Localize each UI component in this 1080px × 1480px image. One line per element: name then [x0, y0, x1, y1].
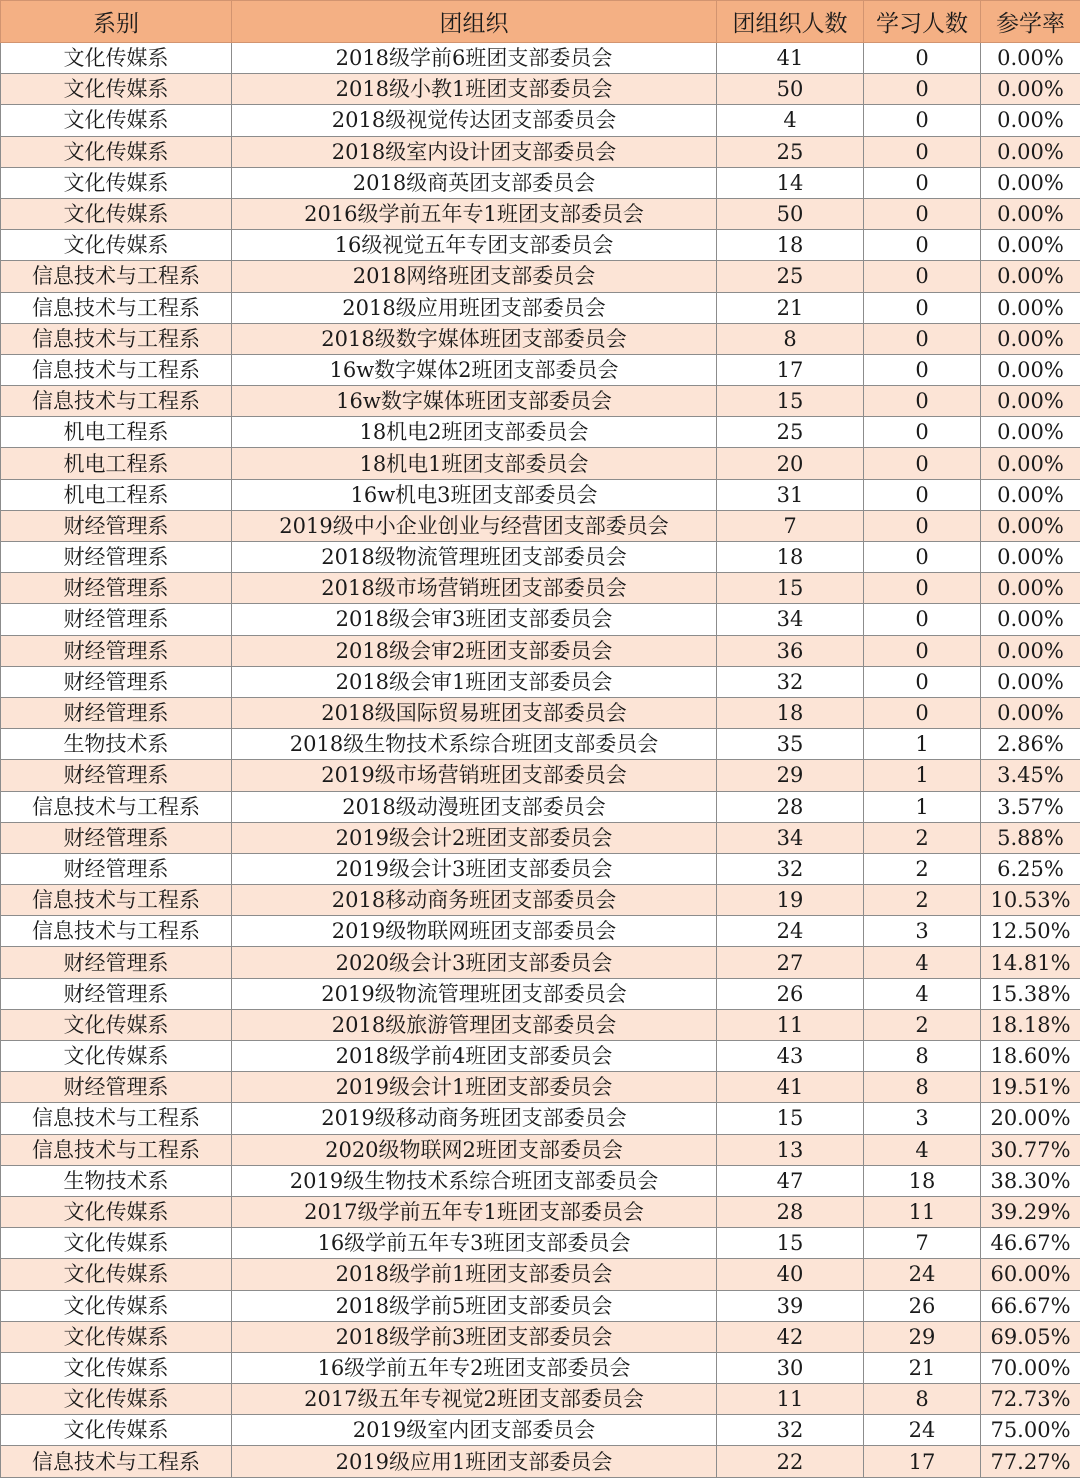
cell-department: 信息技术与工程系 — [1, 323, 232, 354]
table-row — [1, 1290, 1080, 1321]
table-row — [1, 1321, 1080, 1352]
cell-learner-count: 0 — [864, 573, 981, 604]
table-row — [1, 1415, 1080, 1446]
header-organization: 团组织 — [232, 1, 717, 43]
cell-organization: 2017级五年专视觉2班团支部委员会 — [232, 1384, 717, 1415]
cell-learner-count: 0 — [864, 323, 981, 354]
cell-participation-rate: 0.00% — [981, 697, 1080, 728]
header-member-count: 团组织人数 — [717, 1, 864, 43]
cell-learner-count: 3 — [864, 1103, 981, 1134]
cell-department: 文化传媒系 — [1, 198, 232, 229]
cell-participation-rate: 12.50% — [981, 916, 1080, 947]
cell-participation-rate: 72.73% — [981, 1384, 1080, 1415]
table-row — [1, 885, 1080, 916]
cell-member-count: 25 — [717, 261, 864, 292]
cell-organization: 2018级商英团支部委员会 — [232, 167, 717, 198]
cell-organization: 2018级学前5班团支部委员会 — [232, 1290, 717, 1321]
cell-participation-rate: 0.00% — [981, 479, 1080, 510]
cell-member-count: 20 — [717, 448, 864, 479]
table-row — [1, 1384, 1080, 1415]
cell-participation-rate: 0.00% — [981, 261, 1080, 292]
cell-department: 财经管理系 — [1, 853, 232, 884]
cell-organization: 2019级应用1班团支部委员会 — [232, 1446, 717, 1477]
cell-department: 财经管理系 — [1, 542, 232, 573]
cell-department: 财经管理系 — [1, 573, 232, 604]
cell-organization: 16w数字媒体班团支部委员会 — [232, 386, 717, 417]
cell-participation-rate: 0.00% — [981, 635, 1080, 666]
cell-organization: 18机电1班团支部委员会 — [232, 448, 717, 479]
table-row — [1, 386, 1080, 417]
table-row — [1, 1446, 1080, 1477]
table-row — [1, 105, 1080, 136]
cell-member-count: 8 — [717, 323, 864, 354]
header-participation-rate: 参学率 — [981, 1, 1080, 43]
cell-participation-rate: 0.00% — [981, 198, 1080, 229]
cell-participation-rate: 10.53% — [981, 885, 1080, 916]
cell-department: 财经管理系 — [1, 1072, 232, 1103]
cell-member-count: 36 — [717, 635, 864, 666]
cell-member-count: 32 — [717, 666, 864, 697]
cell-participation-rate: 0.00% — [981, 43, 1080, 74]
cell-member-count: 42 — [717, 1321, 864, 1352]
cell-participation-rate: 77.27% — [981, 1446, 1080, 1477]
cell-department: 信息技术与工程系 — [1, 916, 232, 947]
table-row — [1, 1196, 1080, 1227]
cell-department: 文化传媒系 — [1, 1228, 232, 1259]
cell-organization: 16w数字媒体2班团支部委员会 — [232, 354, 717, 385]
cell-participation-rate: 0.00% — [981, 292, 1080, 323]
cell-participation-rate: 66.67% — [981, 1290, 1080, 1321]
cell-member-count: 7 — [717, 510, 864, 541]
cell-learner-count: 24 — [864, 1259, 981, 1290]
cell-member-count: 39 — [717, 1290, 864, 1321]
table-row — [1, 697, 1080, 728]
cell-learner-count: 0 — [864, 167, 981, 198]
cell-member-count: 32 — [717, 853, 864, 884]
table-row — [1, 916, 1080, 947]
cell-learner-count: 0 — [864, 198, 981, 229]
cell-member-count: 25 — [717, 417, 864, 448]
cell-member-count: 34 — [717, 822, 864, 853]
cell-organization: 2018网络班团支部委员会 — [232, 261, 717, 292]
table-row — [1, 853, 1080, 884]
cell-learner-count: 0 — [864, 697, 981, 728]
cell-member-count: 40 — [717, 1259, 864, 1290]
cell-department: 文化传媒系 — [1, 136, 232, 167]
table-row — [1, 635, 1080, 666]
table-row — [1, 760, 1080, 791]
cell-department: 文化传媒系 — [1, 74, 232, 105]
cell-participation-rate: 0.00% — [981, 666, 1080, 697]
cell-participation-rate: 30.77% — [981, 1134, 1080, 1165]
table-row — [1, 74, 1080, 105]
cell-learner-count: 21 — [864, 1352, 981, 1383]
cell-participation-rate: 5.88% — [981, 822, 1080, 853]
cell-organization: 2018级会审2班团支部委员会 — [232, 635, 717, 666]
cell-organization: 2019级物联网班团支部委员会 — [232, 916, 717, 947]
table-row — [1, 43, 1080, 74]
cell-participation-rate: 0.00% — [981, 74, 1080, 105]
table-row — [1, 729, 1080, 760]
cell-learner-count: 0 — [864, 136, 981, 167]
cell-participation-rate: 0.00% — [981, 105, 1080, 136]
cell-member-count: 18 — [717, 230, 864, 261]
table-row — [1, 167, 1080, 198]
cell-learner-count: 26 — [864, 1290, 981, 1321]
cell-learner-count: 18 — [864, 1165, 981, 1196]
cell-learner-count: 0 — [864, 666, 981, 697]
cell-organization: 2018级物流管理班团支部委员会 — [232, 542, 717, 573]
table-row — [1, 947, 1080, 978]
cell-learner-count: 2 — [864, 1009, 981, 1040]
cell-learner-count: 2 — [864, 822, 981, 853]
cell-participation-rate: 0.00% — [981, 510, 1080, 541]
cell-organization: 2018级学前3班团支部委员会 — [232, 1321, 717, 1352]
cell-organization: 2018级旅游管理团支部委员会 — [232, 1009, 717, 1040]
table-row — [1, 479, 1080, 510]
cell-member-count: 24 — [717, 916, 864, 947]
cell-member-count: 4 — [717, 105, 864, 136]
table-row — [1, 323, 1080, 354]
cell-member-count: 14 — [717, 167, 864, 198]
cell-department: 机电工程系 — [1, 448, 232, 479]
cell-member-count: 11 — [717, 1009, 864, 1040]
cell-learner-count: 24 — [864, 1415, 981, 1446]
cell-learner-count: 2 — [864, 853, 981, 884]
cell-organization: 16级学前五年专3班团支部委员会 — [232, 1228, 717, 1259]
cell-member-count: 28 — [717, 1196, 864, 1227]
cell-participation-rate: 60.00% — [981, 1259, 1080, 1290]
cell-department: 文化传媒系 — [1, 43, 232, 74]
cell-organization: 2018级国际贸易班团支部委员会 — [232, 697, 717, 728]
cell-learner-count: 0 — [864, 479, 981, 510]
cell-member-count: 19 — [717, 885, 864, 916]
cell-member-count: 11 — [717, 1384, 864, 1415]
cell-learner-count: 0 — [864, 230, 981, 261]
table-row — [1, 510, 1080, 541]
cell-department: 信息技术与工程系 — [1, 261, 232, 292]
table-row — [1, 1165, 1080, 1196]
cell-department: 财经管理系 — [1, 947, 232, 978]
table-row — [1, 573, 1080, 604]
table-body — [1, 43, 1080, 1478]
cell-department: 生物技术系 — [1, 729, 232, 760]
cell-learner-count: 7 — [864, 1228, 981, 1259]
cell-member-count: 43 — [717, 1041, 864, 1072]
cell-department: 机电工程系 — [1, 417, 232, 448]
cell-member-count: 15 — [717, 1103, 864, 1134]
cell-member-count: 50 — [717, 198, 864, 229]
cell-member-count: 21 — [717, 292, 864, 323]
cell-department: 财经管理系 — [1, 604, 232, 635]
cell-learner-count: 17 — [864, 1446, 981, 1477]
cell-learner-count: 0 — [864, 105, 981, 136]
cell-organization: 2018级会审3班团支部委员会 — [232, 604, 717, 635]
cell-participation-rate: 19.51% — [981, 1072, 1080, 1103]
cell-organization: 2017级学前五年专1班团支部委员会 — [232, 1196, 717, 1227]
cell-participation-rate: 14.81% — [981, 947, 1080, 978]
cell-member-count: 50 — [717, 74, 864, 105]
cell-member-count: 41 — [717, 1072, 864, 1103]
cell-department: 文化传媒系 — [1, 1290, 232, 1321]
cell-organization: 2018级市场营销班团支部委员会 — [232, 573, 717, 604]
cell-learner-count: 1 — [864, 729, 981, 760]
cell-learner-count: 0 — [864, 542, 981, 573]
cell-department: 文化传媒系 — [1, 1196, 232, 1227]
table-row — [1, 354, 1080, 385]
cell-learner-count: 0 — [864, 635, 981, 666]
cell-organization: 2019级会计1班团支部委员会 — [232, 1072, 717, 1103]
cell-learner-count: 11 — [864, 1196, 981, 1227]
cell-organization: 2020级物联网2班团支部委员会 — [232, 1134, 717, 1165]
cell-department: 财经管理系 — [1, 697, 232, 728]
cell-member-count: 27 — [717, 947, 864, 978]
cell-participation-rate: 0.00% — [981, 386, 1080, 417]
table-row — [1, 1103, 1080, 1134]
table-row — [1, 1041, 1080, 1072]
cell-member-count: 22 — [717, 1446, 864, 1477]
cell-participation-rate: 18.18% — [981, 1009, 1080, 1040]
cell-organization: 2019级生物技术系综合班团支部委员会 — [232, 1165, 717, 1196]
cell-learner-count: 1 — [864, 791, 981, 822]
cell-organization: 2016级学前五年专1班团支部委员会 — [232, 198, 717, 229]
cell-participation-rate: 0.00% — [981, 167, 1080, 198]
cell-organization: 2018级会审1班团支部委员会 — [232, 666, 717, 697]
cell-department: 信息技术与工程系 — [1, 885, 232, 916]
header-learner-count: 学习人数 — [864, 1, 981, 43]
cell-department: 信息技术与工程系 — [1, 1134, 232, 1165]
cell-member-count: 30 — [717, 1352, 864, 1383]
cell-participation-rate: 0.00% — [981, 573, 1080, 604]
cell-department: 文化传媒系 — [1, 1041, 232, 1072]
cell-organization: 2020级会计3班团支部委员会 — [232, 947, 717, 978]
cell-organization: 2019级移动商务班团支部委员会 — [232, 1103, 717, 1134]
cell-department: 文化传媒系 — [1, 1384, 232, 1415]
cell-participation-rate: 0.00% — [981, 354, 1080, 385]
cell-organization: 2018级室内设计团支部委员会 — [232, 136, 717, 167]
cell-organization: 2019级会计2班团支部委员会 — [232, 822, 717, 853]
cell-organization: 2018级学前6班团支部委员会 — [232, 43, 717, 74]
cell-participation-rate: 0.00% — [981, 604, 1080, 635]
cell-member-count: 18 — [717, 697, 864, 728]
cell-member-count: 15 — [717, 386, 864, 417]
cell-learner-count: 0 — [864, 74, 981, 105]
cell-learner-count: 8 — [864, 1384, 981, 1415]
cell-department: 文化传媒系 — [1, 230, 232, 261]
cell-department: 文化传媒系 — [1, 1009, 232, 1040]
table-row — [1, 542, 1080, 573]
table-row — [1, 1134, 1080, 1165]
cell-participation-rate: 15.38% — [981, 978, 1080, 1009]
cell-learner-count: 0 — [864, 448, 981, 479]
cell-organization: 2018级学前1班团支部委员会 — [232, 1259, 717, 1290]
cell-participation-rate: 18.60% — [981, 1041, 1080, 1072]
table-row — [1, 604, 1080, 635]
cell-learner-count: 4 — [864, 978, 981, 1009]
cell-organization: 18机电2班团支部委员会 — [232, 417, 717, 448]
cell-member-count: 15 — [717, 573, 864, 604]
cell-member-count: 35 — [717, 729, 864, 760]
cell-learner-count: 8 — [864, 1041, 981, 1072]
cell-learner-count: 0 — [864, 43, 981, 74]
cell-participation-rate: 38.30% — [981, 1165, 1080, 1196]
cell-member-count: 17 — [717, 354, 864, 385]
table-row — [1, 230, 1080, 261]
cell-organization: 2018级视觉传达团支部委员会 — [232, 105, 717, 136]
table-row — [1, 448, 1080, 479]
cell-participation-rate: 0.00% — [981, 230, 1080, 261]
cell-member-count: 32 — [717, 1415, 864, 1446]
cell-participation-rate: 69.05% — [981, 1321, 1080, 1352]
cell-member-count: 28 — [717, 791, 864, 822]
table-row — [1, 292, 1080, 323]
cell-organization: 16级视觉五年专团支部委员会 — [232, 230, 717, 261]
cell-organization: 2019级会计3班团支部委员会 — [232, 853, 717, 884]
cell-department: 信息技术与工程系 — [1, 292, 232, 323]
cell-organization: 2018级生物技术系综合班团支部委员会 — [232, 729, 717, 760]
cell-organization: 2019级中小企业创业与经营团支部委员会 — [232, 510, 717, 541]
cell-department: 信息技术与工程系 — [1, 354, 232, 385]
cell-participation-rate: 2.86% — [981, 729, 1080, 760]
cell-department: 财经管理系 — [1, 666, 232, 697]
cell-member-count: 15 — [717, 1228, 864, 1259]
cell-member-count: 26 — [717, 978, 864, 1009]
table-row — [1, 198, 1080, 229]
header-department: 系别 — [1, 1, 232, 43]
cell-participation-rate: 6.25% — [981, 853, 1080, 884]
cell-department: 信息技术与工程系 — [1, 386, 232, 417]
table-row — [1, 822, 1080, 853]
cell-participation-rate: 39.29% — [981, 1196, 1080, 1227]
table-row — [1, 417, 1080, 448]
cell-organization: 2019级市场营销班团支部委员会 — [232, 760, 717, 791]
cell-department: 信息技术与工程系 — [1, 791, 232, 822]
cell-organization: 2018级应用班团支部委员会 — [232, 292, 717, 323]
table-row — [1, 136, 1080, 167]
cell-department: 机电工程系 — [1, 479, 232, 510]
cell-learner-count: 4 — [864, 1134, 981, 1165]
table-row — [1, 261, 1080, 292]
cell-participation-rate: 0.00% — [981, 323, 1080, 354]
cell-organization: 16级学前五年专2班团支部委员会 — [232, 1352, 717, 1383]
cell-organization: 2018级动漫班团支部委员会 — [232, 791, 717, 822]
cell-learner-count: 0 — [864, 510, 981, 541]
cell-department: 财经管理系 — [1, 978, 232, 1009]
cell-organization: 2018移动商务班团支部委员会 — [232, 885, 717, 916]
cell-participation-rate: 46.67% — [981, 1228, 1080, 1259]
cell-member-count: 34 — [717, 604, 864, 635]
cell-department: 文化传媒系 — [1, 105, 232, 136]
table-row — [1, 1259, 1080, 1290]
table-row — [1, 1072, 1080, 1103]
cell-member-count: 31 — [717, 479, 864, 510]
cell-department: 财经管理系 — [1, 760, 232, 791]
cell-participation-rate: 20.00% — [981, 1103, 1080, 1134]
table-row — [1, 1228, 1080, 1259]
cell-learner-count: 29 — [864, 1321, 981, 1352]
cell-member-count: 25 — [717, 136, 864, 167]
cell-participation-rate: 70.00% — [981, 1352, 1080, 1383]
cell-participation-rate: 0.00% — [981, 542, 1080, 573]
cell-organization: 2018级数字媒体班团支部委员会 — [232, 323, 717, 354]
cell-department: 财经管理系 — [1, 635, 232, 666]
cell-learner-count: 0 — [864, 354, 981, 385]
table-row — [1, 1352, 1080, 1383]
cell-participation-rate: 0.00% — [981, 448, 1080, 479]
cell-department: 财经管理系 — [1, 822, 232, 853]
cell-department: 生物技术系 — [1, 1165, 232, 1196]
cell-department: 财经管理系 — [1, 510, 232, 541]
table-row — [1, 666, 1080, 697]
cell-organization: 2019级室内团支部委员会 — [232, 1415, 717, 1446]
cell-member-count: 29 — [717, 760, 864, 791]
cell-participation-rate: 0.00% — [981, 417, 1080, 448]
cell-member-count: 47 — [717, 1165, 864, 1196]
cell-department: 文化传媒系 — [1, 1352, 232, 1383]
cell-department: 文化传媒系 — [1, 1321, 232, 1352]
cell-organization: 16w机电3班团支部委员会 — [232, 479, 717, 510]
cell-department: 文化传媒系 — [1, 1259, 232, 1290]
cell-learner-count: 4 — [864, 947, 981, 978]
cell-participation-rate: 3.45% — [981, 760, 1080, 791]
cell-learner-count: 0 — [864, 292, 981, 323]
header-row — [1, 1, 1080, 43]
cell-learner-count: 1 — [864, 760, 981, 791]
cell-participation-rate: 0.00% — [981, 136, 1080, 167]
cell-department: 文化传媒系 — [1, 1415, 232, 1446]
cell-learner-count: 3 — [864, 916, 981, 947]
cell-participation-rate: 3.57% — [981, 791, 1080, 822]
cell-participation-rate: 75.00% — [981, 1415, 1080, 1446]
cell-learner-count: 0 — [864, 604, 981, 635]
cell-member-count: 13 — [717, 1134, 864, 1165]
cell-organization: 2018级学前4班团支部委员会 — [232, 1041, 717, 1072]
cell-learner-count: 0 — [864, 261, 981, 292]
cell-department: 信息技术与工程系 — [1, 1103, 232, 1134]
cell-organization: 2018级小教1班团支部委员会 — [232, 74, 717, 105]
cell-learner-count: 0 — [864, 417, 981, 448]
cell-organization: 2019级物流管理班团支部委员会 — [232, 978, 717, 1009]
table-row — [1, 978, 1080, 1009]
cell-member-count: 18 — [717, 542, 864, 573]
cell-department: 信息技术与工程系 — [1, 1446, 232, 1477]
table-row — [1, 1009, 1080, 1040]
cell-learner-count: 2 — [864, 885, 981, 916]
cell-learner-count: 8 — [864, 1072, 981, 1103]
cell-department: 文化传媒系 — [1, 167, 232, 198]
table-row — [1, 791, 1080, 822]
cell-member-count: 41 — [717, 43, 864, 74]
cell-learner-count: 0 — [864, 386, 981, 417]
